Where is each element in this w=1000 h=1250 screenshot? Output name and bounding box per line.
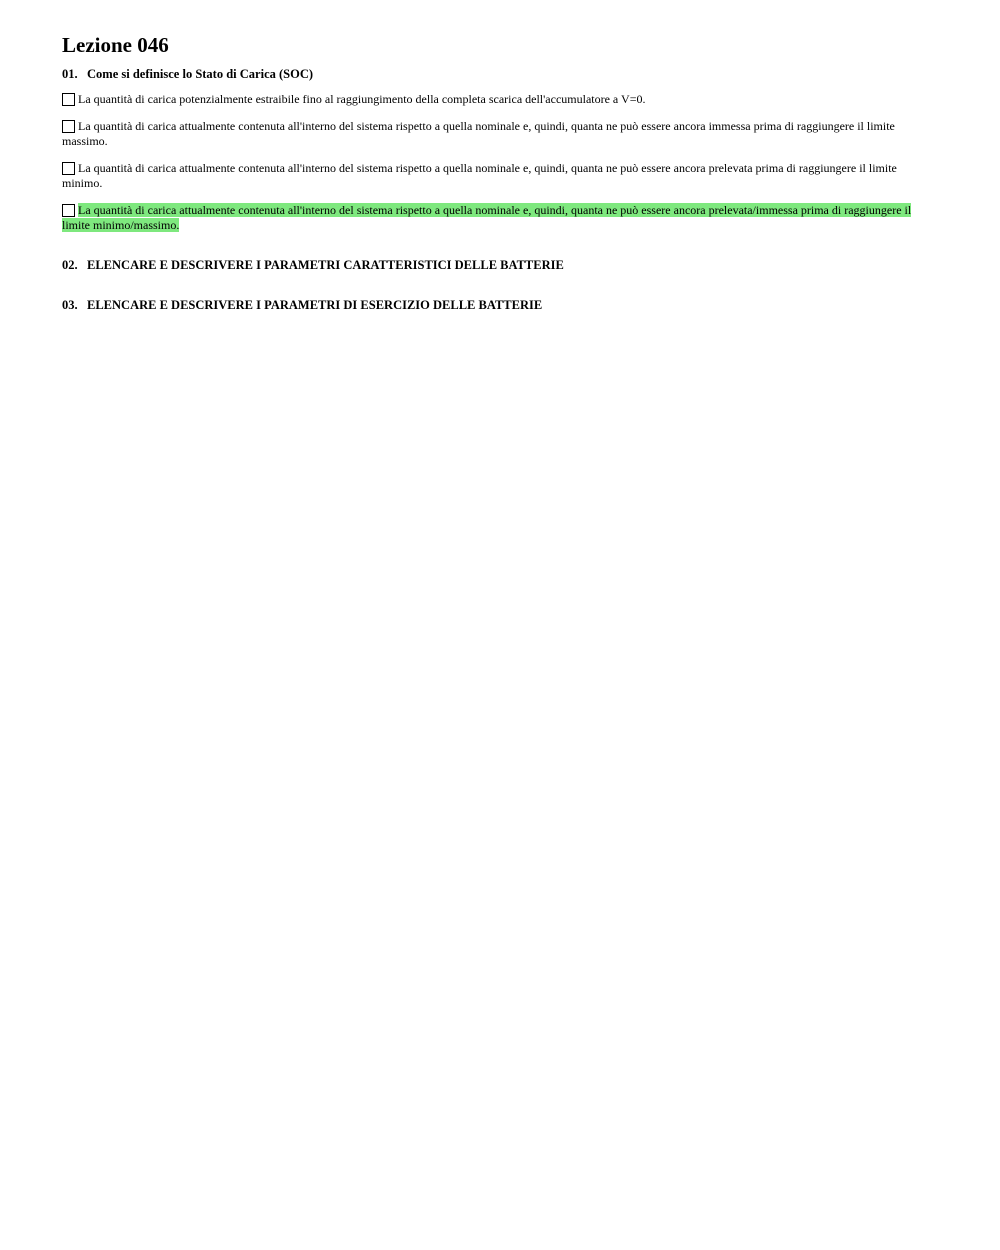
question-text: ELENCARE E DESCRIVERE I PARAMETRI CARATTERISTICI DELLE BATTERIE xyxy=(87,258,564,272)
question-3 xyxy=(62,297,938,313)
question-text: Come si definisce lo Stato di Carica (SOC) xyxy=(87,67,314,81)
answer-text: La quantità di carica attualmente contenuta all'interno del sistema rispetto a quella nominale e, quindi, quanta ne può essere ancora prelevata prima di raggiungere il limite minimo. xyxy=(62,161,897,190)
question-1 xyxy=(62,66,938,82)
question-text: ELENCARE E DESCRIVERE I PARAMETRI DI ESERCIZIO DELLE BATTERIE xyxy=(87,298,543,312)
question-number: 03. xyxy=(62,298,78,312)
answer-text: La quantità di carica potenzialmente estraibile fino al raggiungimento della completa scarica dell'accumulatore a V=0. xyxy=(78,92,646,106)
answer-option-c xyxy=(62,161,938,191)
document-page xyxy=(62,32,938,313)
question-number: 01. xyxy=(62,67,78,81)
checkbox[interactable] xyxy=(62,162,75,175)
checkbox[interactable] xyxy=(62,93,75,106)
question-number: 02. xyxy=(62,258,78,272)
answer-option-d-correct xyxy=(62,203,938,233)
checkbox[interactable] xyxy=(62,204,75,217)
question-2 xyxy=(62,257,938,273)
answer-text-highlighted: La quantità di carica attualmente contenuta all'interno del sistema rispetto a quella nominale e, quindi, quanta ne può essere ancora prelevata/immessa prima di raggiungere il limite minimo/massimo. xyxy=(62,203,912,232)
lesson-title: Lezione 046 xyxy=(62,33,169,57)
answer-list xyxy=(62,92,938,233)
answer-text: La quantità di carica attualmente contenuta all'interno del sistema rispetto a quella nominale e, quindi, quanta ne può essere ancora immessa prima di raggiungere il limite massimo. xyxy=(62,119,895,148)
answer-option-b xyxy=(62,119,938,149)
answer-option-a xyxy=(62,92,938,107)
checkbox[interactable] xyxy=(62,120,75,133)
